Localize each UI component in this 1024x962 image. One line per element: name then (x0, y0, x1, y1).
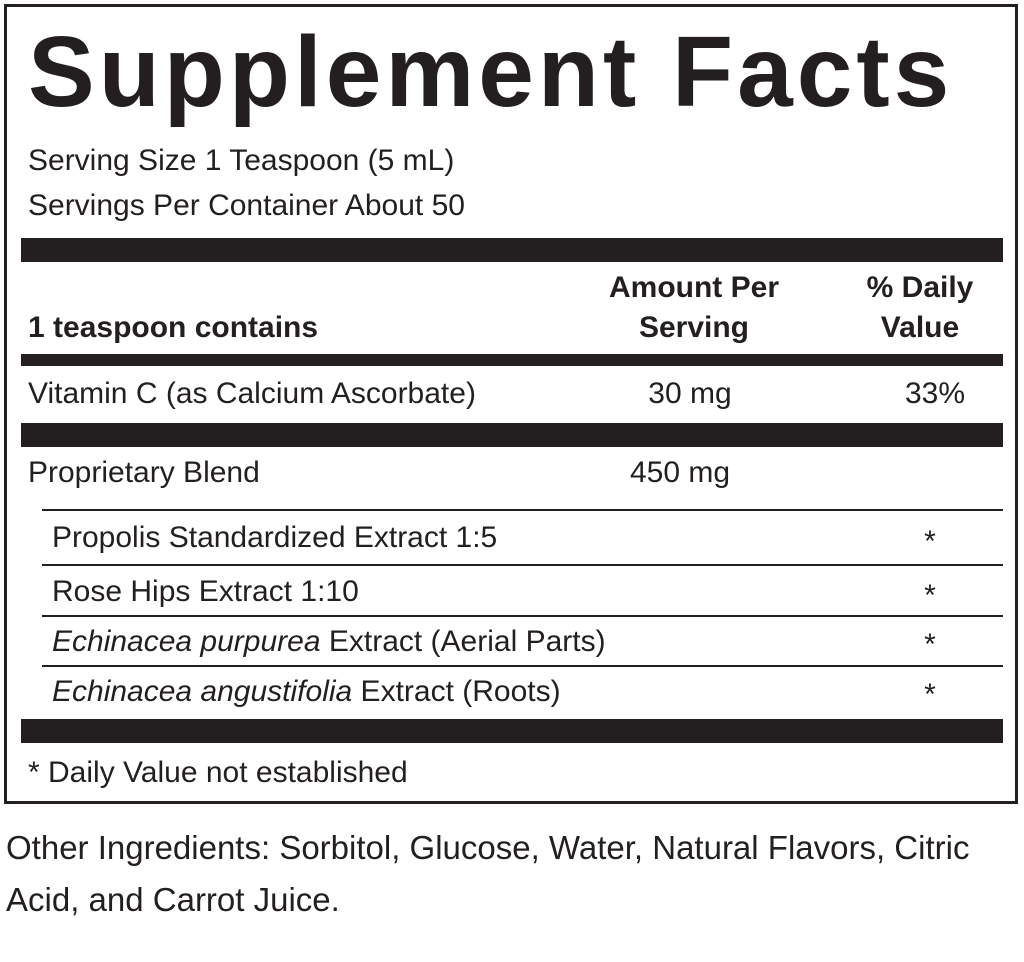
header-amount-line1: Amount Per (608, 271, 779, 304)
blend-item-latin-name: Echinacea angustifolia (52, 675, 353, 708)
serving-size: Serving Size 1 Teaspoon (5 mL) (28, 144, 455, 177)
blend-item (52, 624, 606, 660)
label-title: Supplement Facts (28, 16, 954, 128)
blend-item-dv: * (924, 628, 936, 661)
blend-item (52, 674, 561, 710)
blend-item-dv: * (924, 678, 936, 711)
row-divider (42, 615, 1003, 617)
blend-item (52, 520, 497, 556)
vitamin-c-dv: 33% (904, 377, 966, 410)
row-divider (42, 564, 1003, 566)
blend-item-name: Propolis Standardized Extract 1:5 (52, 521, 498, 554)
other-ingredients: Other Ingredients: Sorbitol, Glucose, Water, Natural Flavors, Citric Acid, and Carrot Juice. (6, 829, 970, 918)
blend-name: Proprietary Blend (28, 456, 260, 489)
row-divider (42, 509, 1003, 511)
footnote: * Daily Value not established (28, 756, 408, 789)
header-divider (21, 354, 1003, 366)
blend-item (52, 574, 359, 610)
blend-item-name: Extract (Roots) (352, 675, 561, 708)
blend-item-name: Rose Hips Extract 1:10 (52, 575, 359, 608)
thick-divider (21, 719, 1003, 743)
header-dv-line2: Value (880, 311, 960, 344)
header-contains: 1 teaspoon contains (28, 311, 319, 344)
blend-item-name: Extract (Aerial Parts) (320, 625, 606, 658)
blend-item-dv: * (924, 579, 936, 612)
blend-amount: 450 mg (629, 456, 731, 489)
thick-divider (21, 238, 1003, 262)
vitamin-c-name: Vitamin C (as Calcium Ascorbate) (28, 377, 476, 410)
blend-item-dv: * (924, 525, 936, 558)
servings-per-container: Servings Per Container About 50 (28, 189, 465, 222)
header-amount-line2: Serving (638, 311, 750, 344)
row-divider (42, 665, 1003, 667)
thick-divider (21, 423, 1003, 447)
vitamin-c-amount: 30 mg (648, 377, 732, 410)
header-dv-line1: % Daily (866, 271, 974, 304)
blend-item-latin-name: Echinacea purpurea (52, 625, 321, 658)
